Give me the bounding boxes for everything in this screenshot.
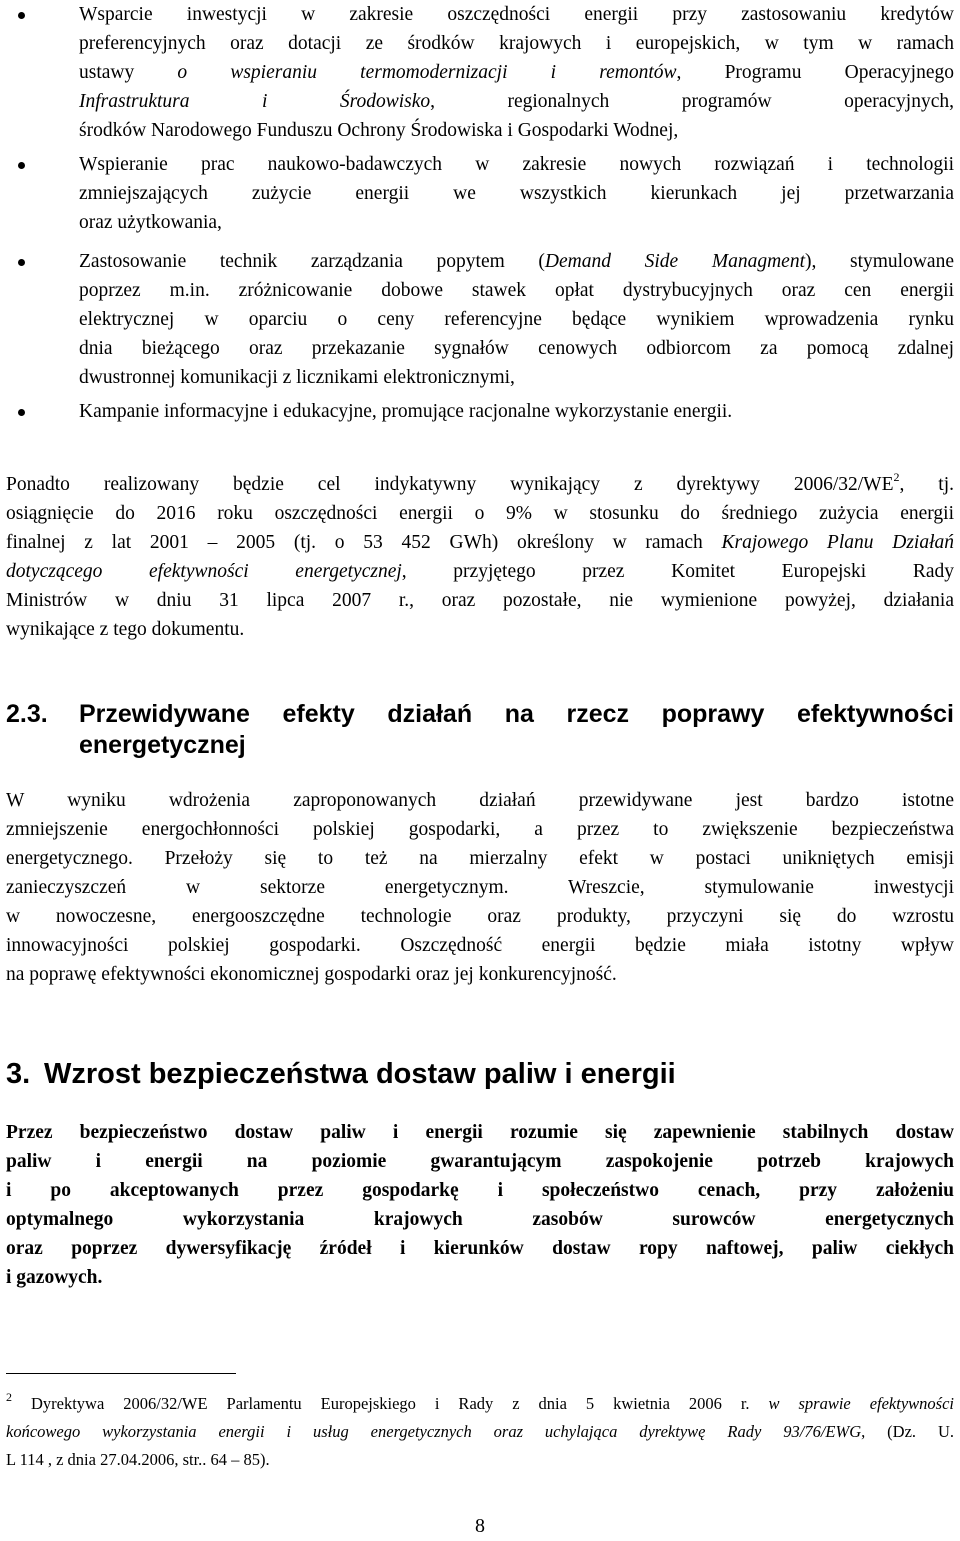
- text-run: L 114 , z dnia 27.04.2006, str.. 64 – 85).: [6, 1450, 270, 1469]
- bullet-dot: [18, 162, 25, 169]
- paragraph-expected-effects: [6, 786, 954, 989]
- text-run: oraz poprzez dywersyfikację źródeł i kierunków dostaw ropy naftowej, paliw ciekłych: [6, 1238, 954, 1259]
- text-line: [6, 499, 954, 528]
- text-run: dotyczącego efektywności energetycznej: [6, 561, 402, 582]
- text-line: [79, 179, 954, 208]
- text-run: , (Dz. U.: [861, 1422, 954, 1441]
- text-run: na poprawę efektywności ekonomicznej gospodarki oraz jej konkurencyjność.: [6, 964, 617, 985]
- text-line: [79, 87, 954, 116]
- text-line: [6, 931, 954, 960]
- text-line: [6, 528, 954, 557]
- text-line: [6, 786, 954, 815]
- bullet-text: [79, 247, 954, 392]
- text-run: Zastosowanie technik zarządzania popytem (: [79, 251, 545, 272]
- text-line: [6, 557, 954, 586]
- text-line: [79, 208, 954, 237]
- text-line: [6, 873, 954, 902]
- text-line: [79, 247, 954, 276]
- text-line: [6, 844, 954, 873]
- text-run: , Programu Operacyjnego: [676, 62, 955, 83]
- text-run: zmniejszających zużycie energii we wszystkich kierunkach jej przetwarzania: [79, 183, 954, 204]
- text-run: Wspieranie prac naukowo-badawczych w zakresie nowych rozwiązań i technologii: [79, 154, 954, 175]
- text-run: poprzez m.in. zróżnicowanie dobowe stawek opłat dystrybucyjnych oraz cen energii: [79, 280, 954, 301]
- text-run: Dyrektywa 2006/32/WE Parlamentu Europejskiego i Rady z dnia 5 kwietnia 2006 r.: [12, 1394, 769, 1413]
- text-line: [79, 0, 954, 29]
- text-run: końcowego wykorzystania energii i usług energetycznych oraz uchylająca dyrektywę Rady 93/76/EWG: [6, 1422, 862, 1441]
- text-run: zanieczyszczeń w sektorze energetycznym. Wreszcie, stymulowanie inwestycji: [6, 877, 954, 898]
- bullet-text: [79, 397, 954, 426]
- text-run: preferencyjnych oraz dotacji ze środków krajowych i europejskich, w tym w ramach: [79, 33, 954, 54]
- text-run: dnia bieżącego oraz przekazanie sygnałów cenowych odbiorcom za pomocą zdalnej: [79, 338, 954, 359]
- text-run: w sprawie efektywności: [768, 1394, 954, 1413]
- text-line: [6, 615, 954, 644]
- text-line: [6, 1118, 954, 1147]
- text-run: w nowoczesne, energooszczędne technologie oraz produkty, przyczyni się do wzrostu: [6, 906, 954, 927]
- text-run: finalnej z lat 2001 – 2005 (tj. o 53 452 GWh) określony w ramach: [6, 532, 722, 553]
- text-run: , tj.: [899, 474, 954, 495]
- text-line: [79, 29, 954, 58]
- text-run: Infrastruktura i Środowisko: [79, 91, 431, 112]
- text-run: energetycznego. Przełoży się to też na mierzalny efekt w postaci unikniętych emisji: [6, 848, 954, 869]
- text-line: [79, 150, 954, 179]
- footnote-divider: [6, 1373, 236, 1374]
- text-line: [79, 363, 954, 392]
- text-run: i po akceptowanych przez gospodarkę i społeczeństwo cenach, przy założeniu: [6, 1180, 954, 1201]
- text-line: [79, 305, 954, 334]
- text-run: Wsparcie inwestycji w zakresie oszczędności energii przy zastosowaniu kredytów: [79, 4, 954, 25]
- section-title: Wzrost bezpieczeństwa dostaw paliw i energii: [44, 1058, 676, 1090]
- text-line: [79, 397, 954, 426]
- text-run: ), stymulowane: [805, 251, 954, 272]
- text-run: 2: [893, 469, 900, 484]
- text-run: oraz użytkowania,: [79, 212, 222, 233]
- text-run: Krajowego Planu Działań: [721, 532, 954, 553]
- section-number: 2.3.: [6, 700, 48, 728]
- text-run: Ministrów w dniu 31 lipca 2007 r., oraz pozostałe, nie wymienione powyżej, działania: [6, 590, 954, 611]
- text-line: [79, 116, 954, 145]
- text-line: [6, 1418, 954, 1446]
- text-run: , przyjętego przez Komitet Europejski Rady: [401, 561, 954, 582]
- text-line: [6, 815, 954, 844]
- text-run: , regionalnych programów operacyjnych,: [430, 91, 954, 112]
- text-line: [6, 1176, 954, 1205]
- bullet-text: [79, 0, 954, 145]
- text-run: środków Narodowego Funduszu Ochrony Środowiska i Gospodarki Wodnej,: [79, 120, 679, 141]
- text-line: [6, 1205, 954, 1234]
- text-run: Ponadto realizowany będzie cel indykatywny wynikający z dyrektywy 2006/32/WE: [6, 474, 894, 495]
- text-line: [79, 334, 954, 363]
- text-run: Demand Side Managment: [544, 251, 805, 272]
- text-run: wynikające z tego dokumentu.: [6, 619, 245, 640]
- text-line: [6, 470, 954, 499]
- section-title-line: energetycznej: [79, 731, 246, 759]
- text-run: W wyniku wdrożenia zaproponowanych działań przewidywane jest bardzo istotne: [6, 790, 954, 811]
- bullet-dot: [18, 259, 25, 266]
- footnote: [6, 1390, 954, 1474]
- text-line: [6, 1390, 954, 1418]
- text-run: i gazowych.: [6, 1267, 103, 1288]
- text-line: [6, 1263, 954, 1292]
- section-number: 3.: [6, 1058, 31, 1090]
- text-run: optymalnego wykorzystania krajowych zasobów surowców energetycznych: [6, 1209, 954, 1230]
- text-line: [79, 58, 954, 87]
- section-title-line: Przewidywane efekty działań na rzecz poprawy efektywności: [79, 700, 954, 728]
- text-run: Kampanie informacyjne i edukacyjne, promujące racjonalne wykorzystanie energii.: [79, 401, 733, 422]
- bullet-text: [79, 150, 954, 237]
- text-run: elektrycznej w oparciu o ceny referencyjne będące wynikiem wprowadzenia rynku: [79, 309, 954, 330]
- text-line: [6, 1446, 954, 1474]
- text-run: 2: [6, 1389, 12, 1404]
- text-run: dwustronnej komunikacji z licznikami elektronicznymi,: [79, 367, 515, 388]
- text-line: [6, 960, 954, 989]
- text-run: Przez bezpieczeństwo dostaw paliw i energii rozumie się zapewnienie stabilnych dostaw: [6, 1122, 954, 1143]
- text-run: ustawy: [79, 62, 178, 83]
- text-line: [6, 586, 954, 615]
- bullet-dot: [18, 12, 25, 19]
- bullet-dot: [18, 409, 25, 416]
- text-line: [79, 276, 954, 305]
- paragraph-directive-target: [6, 470, 954, 644]
- text-line: [6, 1234, 954, 1263]
- text-line: [6, 1147, 954, 1176]
- text-line: [6, 902, 954, 931]
- page-number: 8: [475, 1515, 485, 1537]
- text-run: osiągnięcie do 2016 roku oszczędności energii o 9% w stosunku do średniego zużycia energii: [6, 503, 954, 524]
- text-run: zmniejszenie energochłonności polskiej gospodarki, a przez to zwiększenie bezpieczeństwa: [6, 819, 954, 840]
- text-run: o wspieraniu termomodernizacji i remontów: [177, 62, 677, 83]
- text-run: innowacyjności polskiej gospodarki. Oszczędność energii będzie miała istotny wpływ: [6, 935, 954, 956]
- paragraph-security-definition: [6, 1118, 954, 1292]
- text-run: paliw i energii na poziomie gwarantującym zaspokojenie potrzeb krajowych: [6, 1151, 954, 1172]
